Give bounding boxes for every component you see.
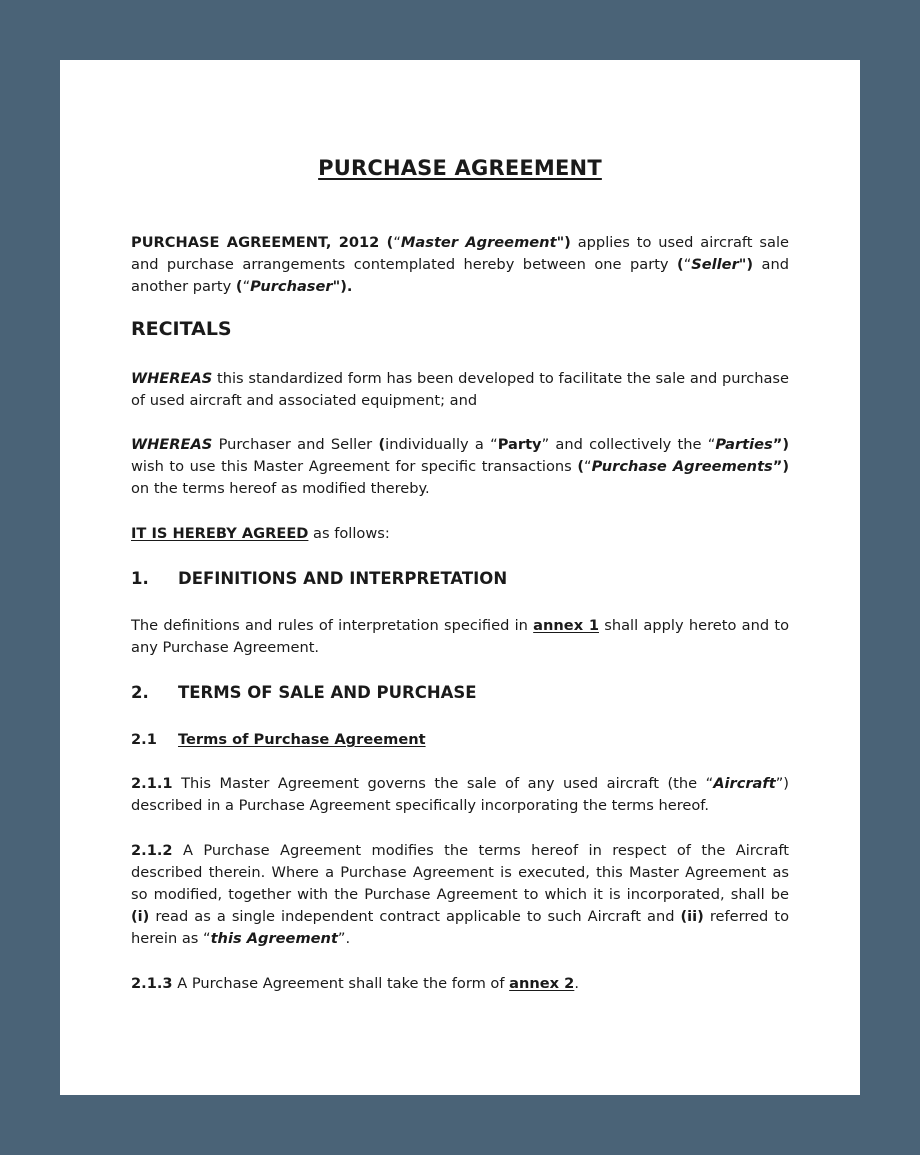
clause-2-1-3-number: 2.1.3 [131, 975, 173, 992]
whereas2-text-4: wish to use this Master Agreement for specific transactions [131, 458, 578, 475]
agreed-paragraph [131, 523, 789, 545]
section-2-heading [131, 683, 477, 702]
whereas-text-1: this standardized form has been developed to facilitate the sale and purchase of used aircraft and associated equipment; and [131, 370, 789, 409]
clause-2-1-2 [131, 840, 789, 950]
agreed-lead: IT IS HEREBY AGREED [131, 525, 309, 542]
clause-2-1-2-number: 2.1.2 [131, 842, 173, 859]
clause-2-1-1-number: 2.1.1 [131, 775, 173, 792]
clause-2-1-2-text-2: read as a single independent contract applicable to such Aircraft and [149, 908, 681, 925]
clause-2-1-2-ii: (ii) [680, 908, 704, 925]
whereas-paragraph-1 [131, 368, 789, 412]
purchaser-open: ( [235, 278, 243, 295]
whereas2-text-1: Purchaser and Seller [212, 436, 379, 453]
pa-quote: “ [584, 458, 592, 475]
parties-term: Parties [715, 436, 773, 453]
section-1-text-1: The definitions and rules of interpretation specified in [131, 617, 534, 634]
seller-open: ( [677, 256, 684, 273]
seller-term: Seller [691, 256, 739, 273]
agreed-text: as follows: [308, 525, 390, 542]
section-1-number: 1. [131, 569, 149, 588]
recitals-heading: RECITALS [131, 318, 232, 340]
clause-2-1-3-text-2: . [574, 975, 579, 992]
pa-close: ”) [772, 458, 789, 475]
section-1-title: DEFINITIONS AND INTERPRETATION [178, 569, 508, 588]
subsection-2-1-title: Terms of Purchase Agreement [178, 731, 426, 748]
seller-close: ") [738, 256, 754, 273]
intro-quote: “ [393, 234, 401, 251]
purchase-agreements-term: Purchase Agreements [591, 458, 773, 475]
section-1-paragraph [131, 615, 789, 659]
purchaser-close: "). [332, 278, 353, 295]
clause-2-1-1 [131, 773, 789, 817]
whereas-paragraph-2 [131, 434, 789, 500]
intro-text-1: applies to used aircraft sale and purchase arrangements contemplated hereby between one party [131, 234, 789, 273]
section-2-title: TERMS OF SALE AND PURCHASE [178, 683, 477, 702]
whereas-lead-2: WHEREAS [131, 436, 213, 453]
this-agreement-term: this Agreement [210, 930, 338, 947]
purchaser-quote: “ [242, 278, 251, 295]
annex-1-link[interactable]: annex 1 [533, 617, 599, 634]
clause-2-1-1-text-2: ”) described in a Purchase Agreement specifically incorporating the terms hereof. [131, 775, 789, 814]
purchaser-term: Purchaser [250, 278, 333, 295]
intro-paragraph [131, 232, 789, 298]
clause-2-1-1-text-1: This Master Agreement governs the sale of any used aircraft (the “ [172, 775, 714, 792]
aircraft-term: Aircraft [713, 775, 776, 792]
intro-lead-close: ") [556, 234, 571, 251]
section-2-number: 2. [131, 683, 149, 702]
party-term: Party [497, 436, 542, 453]
document-title: PURCHASE AGREEMENT [318, 156, 602, 180]
clause-2-1-2-i: (i) [131, 908, 150, 925]
seller-quote: “ [683, 256, 692, 273]
whereas2-paren-open: ( [378, 436, 386, 453]
intro-text-2: and another party [131, 256, 789, 295]
whereas2-text-2: individually a “ [385, 436, 498, 453]
whereas-lead-1: WHEREAS [131, 370, 213, 387]
pa-open: ( [577, 458, 585, 475]
parties-close: ”) [772, 436, 789, 453]
clause-2-1-2-text-3: referred to herein as “ [131, 908, 789, 947]
document-page [60, 60, 860, 1095]
whereas2-text-3: ” and collectively the “ [541, 436, 716, 453]
intro-lead: PURCHASE AGREEMENT, 2012 ( [131, 234, 394, 251]
clause-2-1-2-text-4: ”. [337, 930, 351, 947]
section-1-text-2: shall apply hereto and to any Purchase Agreement. [131, 617, 790, 656]
clause-2-1-3-text-1: A Purchase Agreement shall take the form of [172, 975, 510, 992]
subsection-2-1-heading [131, 731, 426, 748]
clause-2-1-3 [131, 973, 789, 995]
clause-2-1-2-text-1: A Purchase Agreement modifies the terms hereof in respect of the Aircraft described therein. Where a Purchase Agreement is executed, this Master Agreement as so modified, together with the Purchase Agreement to which it is incorporated, shall be [131, 842, 789, 903]
subsection-2-1-number: 2.1 [131, 731, 157, 748]
section-1-heading [131, 569, 507, 588]
annex-2-link[interactable]: annex 2 [509, 975, 575, 992]
master-agreement-term: Master Agreement [400, 234, 557, 251]
whereas2-text-5: on the terms hereof as modified thereby. [131, 480, 430, 497]
